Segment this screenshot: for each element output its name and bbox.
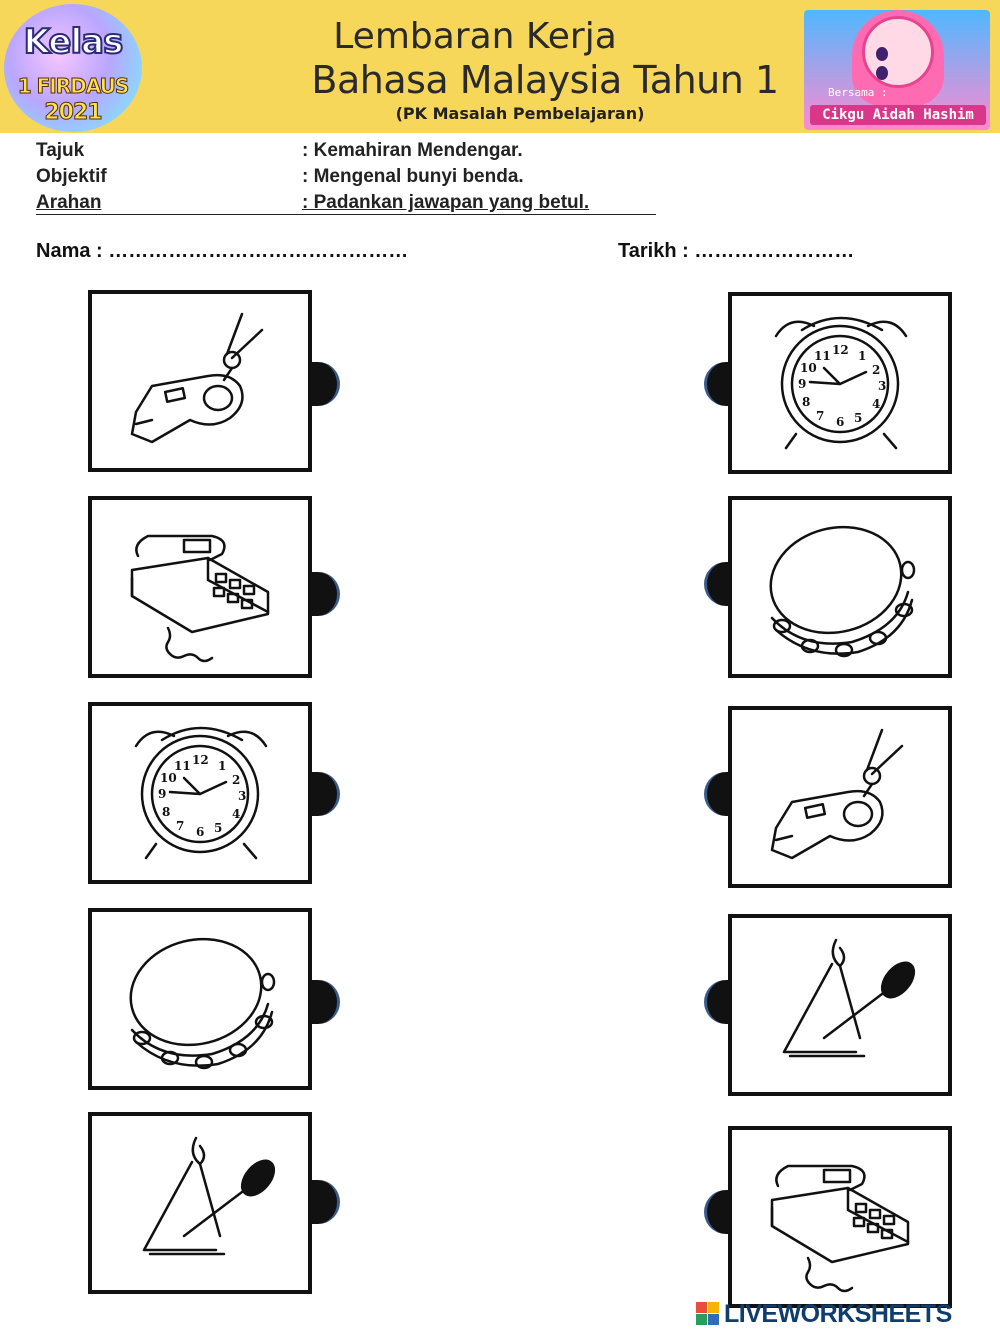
objektif-value: : Mengenal bunyi benda. xyxy=(302,166,524,187)
teacher-avatar xyxy=(804,10,990,130)
worksheet-title: Lembaran Kerja xyxy=(333,16,617,57)
badge-class-text: 1 FIRDAUS xyxy=(17,74,129,98)
teacher-name: Cikgu Aidah Hashim xyxy=(810,105,986,125)
right-card-tambourine xyxy=(728,496,952,678)
left-match-handle-1[interactable] xyxy=(312,362,340,406)
badge-year-text: 2021 xyxy=(44,100,102,125)
left-card-tambourine xyxy=(88,908,312,1090)
arahan-underline xyxy=(36,214,656,215)
tambourine-icon xyxy=(92,912,308,1086)
left-card-triangle xyxy=(88,1112,312,1294)
triangle-icon xyxy=(732,918,948,1092)
triangle-icon xyxy=(92,1116,308,1290)
alarm-clock-icon xyxy=(732,296,948,470)
telephone-icon xyxy=(92,500,308,674)
left-match-handle-3[interactable] xyxy=(312,772,340,816)
whistle-icon xyxy=(92,294,308,468)
left-match-handle-5[interactable] xyxy=(312,1180,340,1224)
left-match-handle-2[interactable] xyxy=(312,572,340,616)
tajuk-value: : Kemahiran Mendengar. xyxy=(302,140,523,161)
teacher-eyes xyxy=(876,46,920,60)
tarikh-field[interactable]: Tarikh : …………………… xyxy=(618,240,855,262)
right-card-whistle xyxy=(728,706,952,888)
right-card-triangle xyxy=(728,914,952,1096)
nama-field[interactable]: Nama : ……………………………………… xyxy=(36,240,409,262)
liveworksheets-mark-icon xyxy=(696,1302,720,1326)
badge-kelas-text: Kelas xyxy=(23,22,123,62)
right-card-telephone xyxy=(728,1126,952,1308)
tajuk-label: Tajuk xyxy=(36,140,85,161)
left-match-handle-4[interactable] xyxy=(312,980,340,1024)
liveworksheets-brand: LIVEWORKSHEETS xyxy=(724,1300,952,1328)
left-card-telephone xyxy=(88,496,312,678)
right-card-clock xyxy=(728,292,952,474)
arahan-value: : Padankan jawapan yang betul. xyxy=(302,192,590,213)
liveworksheets-logo xyxy=(696,1300,996,1328)
header-banner xyxy=(0,0,1000,133)
alarm-clock-icon xyxy=(92,706,308,880)
arahan-label: Arahan xyxy=(36,192,102,213)
left-card-whistle xyxy=(88,290,312,472)
whistle-icon xyxy=(732,710,948,884)
left-card-clock xyxy=(88,702,312,884)
class-badge-logo xyxy=(4,4,142,132)
teacher-prefix: Bersama : xyxy=(828,86,888,99)
worksheet-note: (PK Masalah Pembelajaran) xyxy=(395,104,645,123)
objektif-label: Objektif xyxy=(36,166,107,187)
tambourine-icon xyxy=(732,500,948,674)
telephone-icon xyxy=(732,1130,948,1304)
worksheet-subtitle: Bahasa Malaysia Tahun 1 xyxy=(311,58,779,102)
